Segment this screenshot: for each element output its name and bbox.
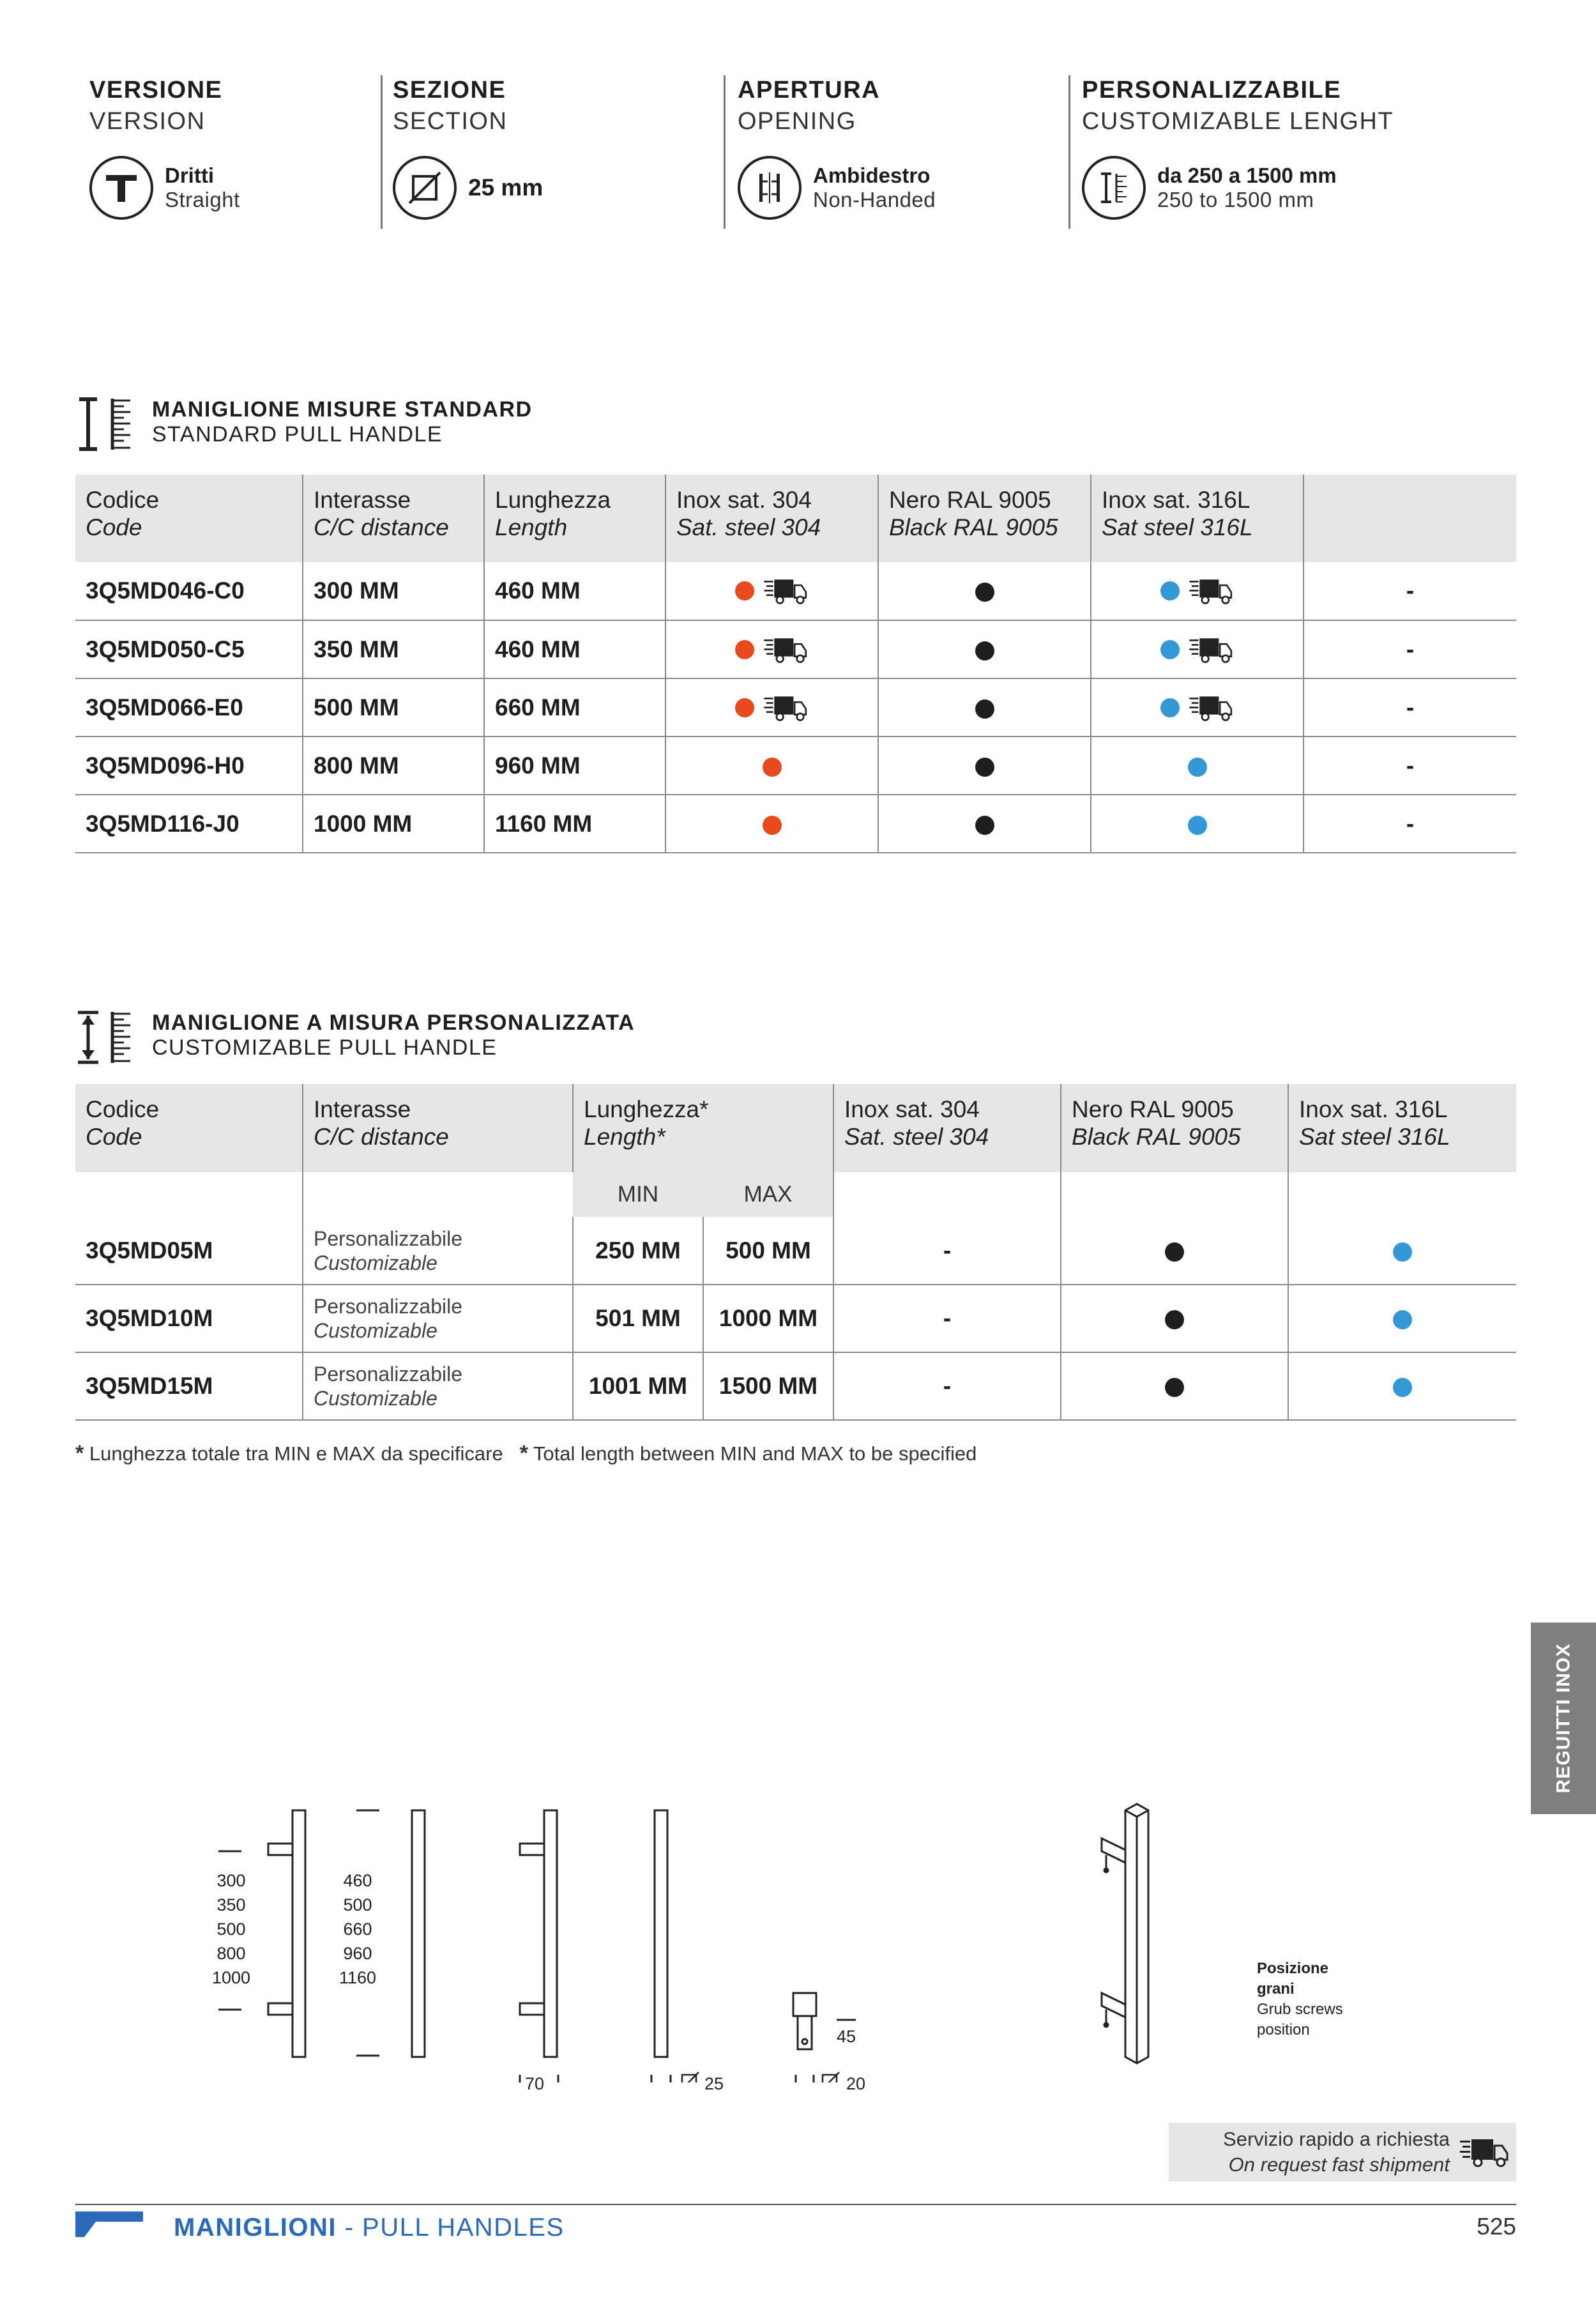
blue-dot <box>1188 758 1207 777</box>
cell-code: 3Q5MD05M <box>75 1217 303 1285</box>
cell-black <box>878 795 1091 853</box>
col-cc: Interasse C/C distance <box>303 475 484 562</box>
cell-inox316 <box>1288 1352 1516 1420</box>
length-note: * Lunghezza totale tra MIN e MAX da specificare * Total length between MIN and MAX to be specified <box>75 1441 977 1465</box>
cell-inox304: - <box>833 1285 1061 1352</box>
length-arrows-icon <box>75 1011 133 1064</box>
table-subheader <box>75 1172 1516 1217</box>
col-length: Lunghezza Length <box>484 475 665 562</box>
black-dot <box>975 758 994 777</box>
cc-values: 300 350 500 800 1000 <box>211 1871 251 1987</box>
col-length: Lunghezza* Length* <box>573 1084 833 1172</box>
double-handle-icon <box>738 156 802 220</box>
dim-20: 20 <box>846 2074 866 2093</box>
side-tab: REGUITTI INOX <box>1531 1623 1596 1814</box>
fast-truck-icon <box>1459 2135 1510 2169</box>
black-dot <box>1165 1242 1184 1262</box>
blue-dot <box>1160 698 1180 717</box>
cell-length: 960 MM <box>484 737 665 795</box>
feature-subtitle: SECTION <box>393 108 508 135</box>
dim-70: 70 <box>525 2074 545 2093</box>
table-header <box>75 475 1516 562</box>
cell-code: 3Q5MD116-J0 <box>75 795 303 853</box>
blue-dot <box>1393 1310 1412 1329</box>
standard-heading <box>75 397 533 451</box>
table-row <box>75 795 1516 853</box>
cell-code: 3Q5MD050-C5 <box>75 620 303 678</box>
blue-dot <box>1160 581 1180 600</box>
section-title: MANIGLIONE A MISURA PERSONALIZZATA <box>152 1011 635 1035</box>
blue-dot <box>1188 816 1207 835</box>
cell-cc: 800 MM <box>303 737 484 795</box>
cell-min: 501 MM <box>573 1285 703 1352</box>
feature-label: Non-Handed <box>813 188 936 211</box>
orange-dot <box>763 758 782 777</box>
cell-inox316 <box>1091 620 1303 678</box>
cell-length: 460 MM <box>484 620 665 678</box>
fast-truck-icon <box>762 693 809 722</box>
fast-truck-icon <box>1187 576 1235 606</box>
feature-subtitle: VERSION <box>89 108 206 135</box>
black-dot <box>1165 1310 1184 1329</box>
cell-black <box>878 620 1091 678</box>
orange-dot <box>763 816 782 835</box>
cell-inox304: - <box>833 1352 1061 1420</box>
feature-label-bold: da 250 a 1500 mm <box>1157 164 1337 187</box>
black-dot <box>1165 1378 1184 1397</box>
cell-inox316 <box>1091 795 1303 853</box>
table-row <box>75 1352 1516 1420</box>
feature-subtitle: OPENING <box>738 108 856 135</box>
cell-inox304 <box>665 562 878 620</box>
feature-value: 25 mm <box>468 174 543 201</box>
custom-table <box>75 1084 1516 1421</box>
cell-max: 1500 MM <box>703 1352 833 1420</box>
feature-label: Straight <box>165 188 240 211</box>
cell-code: 3Q5MD096-H0 <box>75 737 303 795</box>
cell-inox316 <box>1288 1217 1516 1285</box>
col-code: Codice Code <box>75 1084 303 1172</box>
black-dot <box>975 583 994 602</box>
feature-title: VERSIONE <box>89 77 223 103</box>
fast-truck-icon <box>762 576 809 606</box>
table-row <box>75 1285 1516 1352</box>
cell-inox316 <box>1091 562 1303 620</box>
cell-length: 1160 MM <box>484 795 665 853</box>
cell-extra: - <box>1303 678 1516 737</box>
col-inox304: Inox sat. 304 Sat. steel 304 <box>665 475 878 562</box>
feature-label: 250 to 1500 mm <box>1157 188 1314 211</box>
orange-dot <box>735 581 754 600</box>
black-dot <box>975 816 994 835</box>
feature-section <box>393 75 543 229</box>
blue-dot <box>1393 1242 1412 1262</box>
black-dot <box>975 641 994 661</box>
cell-extra: - <box>1303 562 1516 620</box>
feature-version <box>89 75 240 229</box>
feature-opening <box>738 75 936 229</box>
table-row <box>75 620 1516 678</box>
feature-label-bold: Dritti <box>165 164 214 187</box>
length-values: 460 500 660 960 1160 <box>338 1871 377 1987</box>
cell-black <box>1061 1352 1288 1420</box>
orange-dot <box>735 698 754 717</box>
col-cc: Interasse C/C distance <box>303 1084 573 1172</box>
blue-dot <box>1160 640 1180 659</box>
cell-inox304 <box>665 678 878 737</box>
feature-subtitle: CUSTOMIZABLE LENGHT <box>1082 108 1394 135</box>
cell-black <box>878 678 1091 737</box>
fast-truck-icon <box>1187 693 1235 722</box>
section-title: MANIGLIONE MISURE STANDARD <box>152 397 533 422</box>
section-subtitle: STANDARD PULL HANDLE <box>152 422 443 447</box>
cell-max: 500 MM <box>703 1217 833 1285</box>
col-inox304: Inox sat. 304 Sat. steel 304 <box>833 1084 1061 1172</box>
length-ruler-icon <box>75 397 133 451</box>
black-dot <box>975 699 994 719</box>
cell-cc: 500 MM <box>303 678 484 737</box>
cell-black <box>878 737 1091 795</box>
fast-shipment-en: On request fast shipment <box>1228 2153 1450 2176</box>
page-number: 525 <box>1477 2213 1516 2240</box>
blue-dot <box>1393 1378 1412 1397</box>
dim-25: 25 <box>704 2074 724 2093</box>
grub-screws-label: Posizione grani Grub screws position <box>1257 1960 1343 2038</box>
cell-extra: - <box>1303 620 1516 678</box>
fast-truck-icon <box>762 635 809 664</box>
cell-cc: Personalizzabile Customizable <box>303 1217 573 1285</box>
cell-black <box>878 562 1091 620</box>
cell-cc: 350 MM <box>303 620 484 678</box>
straight-handle-icon <box>89 156 153 220</box>
col-code: Codice Code <box>75 475 303 562</box>
cell-cc: 1000 MM <box>303 795 484 853</box>
table-row <box>75 562 1516 620</box>
cell-inox316 <box>1091 678 1303 737</box>
feature-title: APERTURA <box>738 77 881 103</box>
fast-shipment-legend <box>1169 2123 1516 2181</box>
standard-table <box>75 475 1516 853</box>
cell-min: 250 MM <box>573 1217 703 1285</box>
col-inox316: Inox sat. 316L Sat steel 316L <box>1288 1084 1516 1172</box>
cell-code: 3Q5MD066-E0 <box>75 678 303 737</box>
dim-45: 45 <box>837 2027 856 2046</box>
cell-inox316 <box>1091 737 1303 795</box>
table-row <box>75 678 1516 737</box>
feature-customizable <box>1082 75 1394 229</box>
col-black: Nero RAL 9005 Black RAL 9005 <box>878 475 1091 562</box>
cell-cc: Personalizzabile Customizable <box>303 1285 573 1352</box>
cell-black <box>1061 1285 1288 1352</box>
orange-dot <box>735 640 754 659</box>
table-header <box>75 1084 1516 1172</box>
cell-min: 1001 MM <box>573 1352 703 1420</box>
max-label: MAX <box>703 1172 833 1217</box>
col-inox316: Inox sat. 316L Sat steel 316L <box>1091 475 1303 562</box>
cell-extra: - <box>1303 737 1516 795</box>
cell-length: 460 MM <box>484 562 665 620</box>
fast-truck-icon <box>1187 635 1235 664</box>
brand-logo-icon <box>75 2211 143 2240</box>
cell-extra: - <box>1303 795 1516 853</box>
table-row <box>75 1217 1516 1285</box>
feature-title: SEZIONE <box>393 77 506 103</box>
fast-shipment-it: Servizio rapido a richiesta <box>1223 2128 1450 2150</box>
footer-title: MANIGLIONI - PULL HANDLES <box>174 2213 565 2242</box>
cell-inox304 <box>665 620 878 678</box>
col-extra <box>1303 475 1516 562</box>
cell-cc: Personalizzabile Customizable <box>303 1352 573 1420</box>
cell-code: 3Q5MD046-C0 <box>75 562 303 620</box>
cell-inox304: - <box>833 1217 1061 1285</box>
section-subtitle: CUSTOMIZABLE PULL HANDLE <box>152 1035 498 1060</box>
feature-label-bold: Ambidestro <box>813 164 931 187</box>
feature-title: PERSONALIZZABILE <box>1082 77 1342 103</box>
table-row <box>75 737 1516 795</box>
cell-length: 660 MM <box>484 678 665 737</box>
cell-max: 1000 MM <box>703 1285 833 1352</box>
cell-inox304 <box>665 737 878 795</box>
cell-code: 3Q5MD15M <box>75 1352 303 1420</box>
custom-heading <box>75 1011 635 1064</box>
square-section-icon <box>393 156 457 220</box>
cell-inox304 <box>665 795 878 853</box>
cell-inox316 <box>1288 1285 1516 1352</box>
cell-black <box>1061 1217 1288 1285</box>
length-ruler-icon <box>1082 156 1146 220</box>
cell-code: 3Q5MD10M <box>75 1285 303 1352</box>
col-black: Nero RAL 9005 Black RAL 9005 <box>1061 1084 1288 1172</box>
cell-cc: 300 MM <box>303 562 484 620</box>
min-label: MIN <box>573 1172 703 1217</box>
